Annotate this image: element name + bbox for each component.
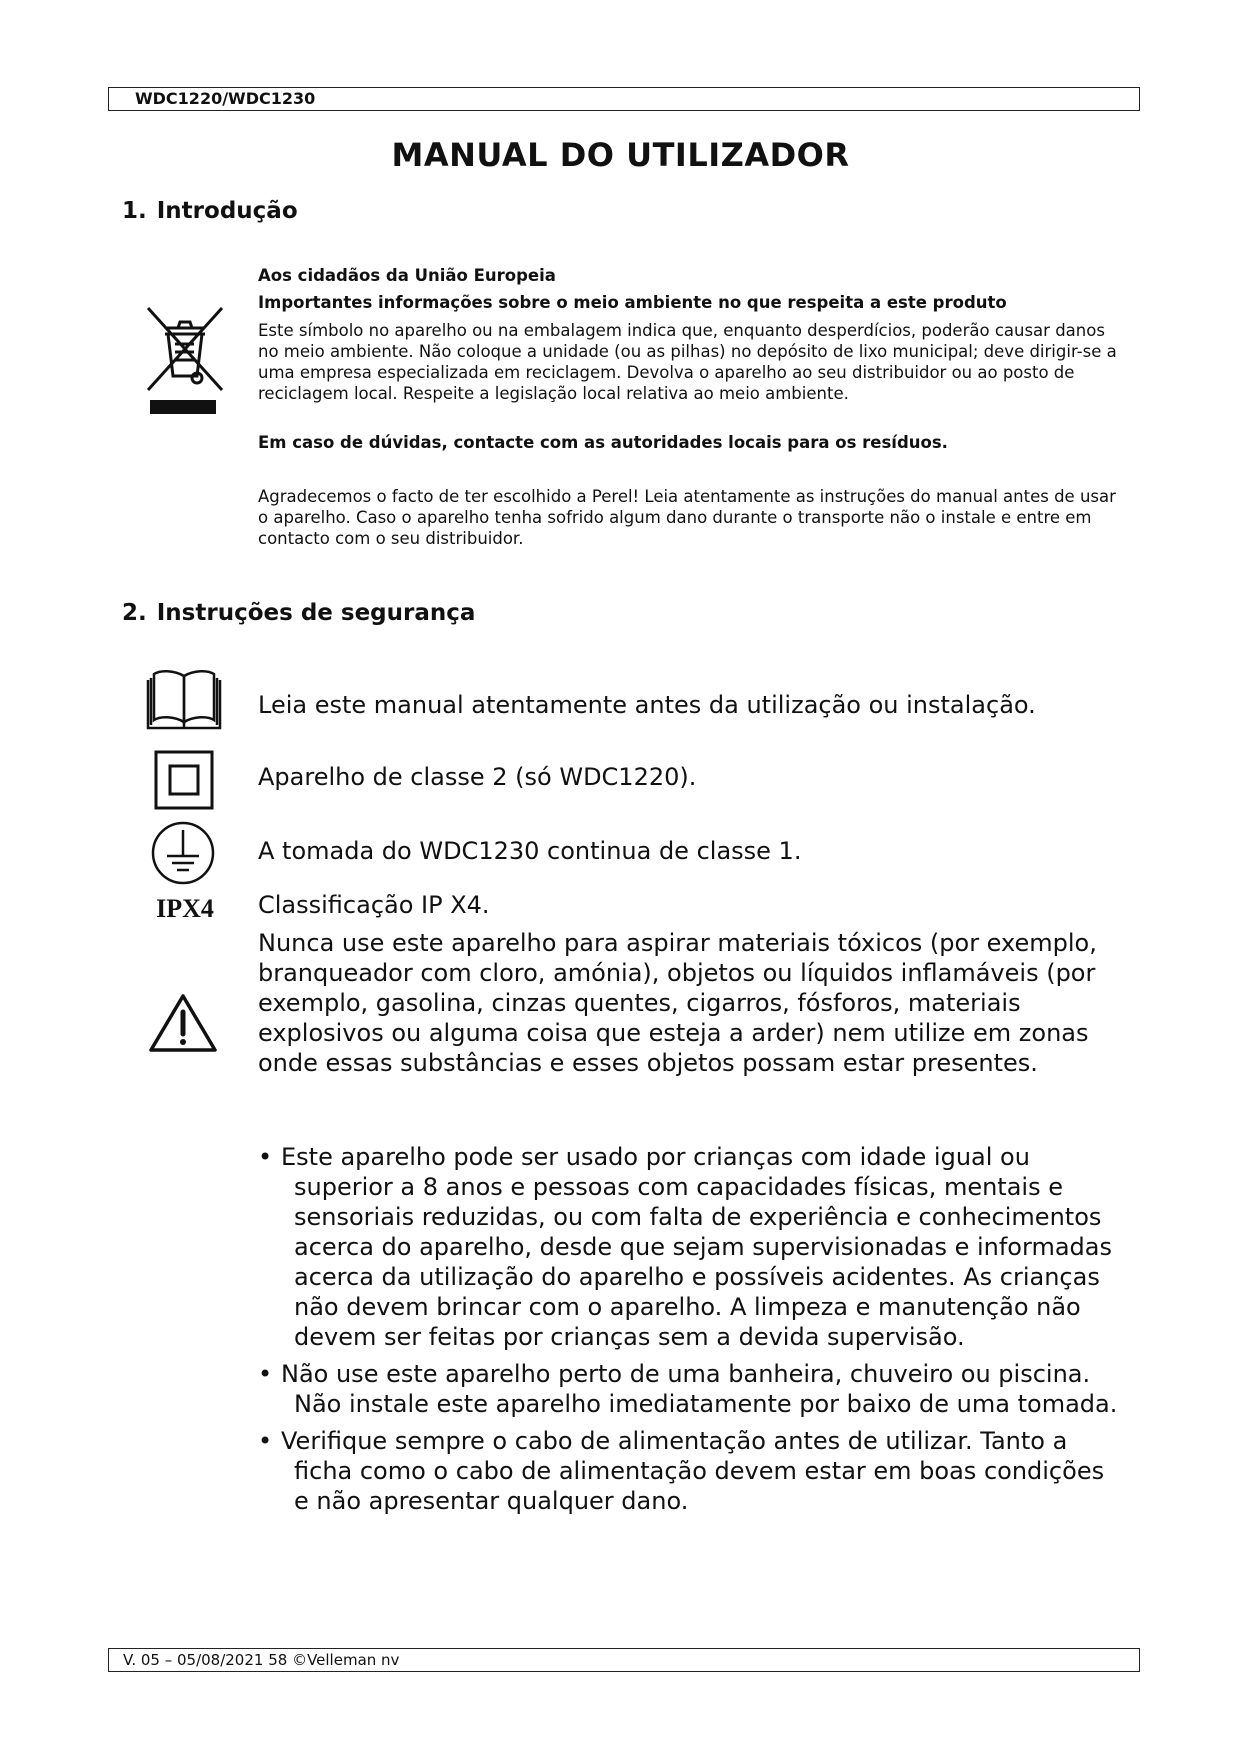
class2-double-square-icon [154,750,214,814]
thanks-text: Agradecemos o facto de ter escolhido a Perel! Leia atentamente as instruções do manual antes de usar o aparelho. Caso o aparelho tenha sofrido algum dano durante o transporte não o instale e entre em contacto com o seu distribuidor. [258,487,1116,548]
weee-crossed-bin-icon [140,300,230,424]
page-title: MANUAL DO UTILIZADOR [391,136,850,174]
section-2-title: Instruções de segurança [156,600,476,626]
footer: V. 05 – 05/08/2021 58 ©Velleman nv [108,1648,1140,1672]
section-2-heading [122,600,475,626]
list-item: • Verifique sempre o cabo de alimentação antes de utilizar. Tanto a ficha como o cabo de alimentação devem estar em boas condições e não apresentar qualquer dano. [258,1427,1105,1515]
safety-item-3: A tomada do WDC1230 continua de classe 1. [258,837,802,865]
warning-triangle-icon [148,992,218,1058]
section-1-title: Introdução [156,198,298,224]
list-item: • Este aparelho pode ser usado por crianças com idade igual ou superior a 8 anos e pessoas com capacidades físicas, mentais e sensoriais reduzidas, ou com falta de experiência e conhecimentos acerca do aparelho, desde que sejam supervisionadas e informadas acerca da utilização do aparelho e possíveis acidentes. As crianças não devem brincar com o aparelho. A limpeza e manutenção não devem ser feitas por crianças sem a devida supervisão. [258,1143,1112,1351]
header-model: WDC1220/WDC1230 [108,87,1140,111]
list-item-text: Verifique sempre o cabo de alimentação antes de utilizar. Tanto a ficha como o cabo de alimentação devem estar em boas condições e não apresentar qualquer dano. [281,1427,1105,1515]
section-2-number: 2. [122,600,147,626]
earth-ground-icon [150,820,216,890]
safety-item-2: Aparelho de classe 2 (só WDC1220). [258,763,697,791]
ipx4-label: IPX4 [156,894,214,923]
safety-item-5: Nunca use este aparelho para aspirar materiais tóxicos (por exemplo, branqueador com cloro, amónia), objetos ou líquidos inflamáveis (por exemplo, gasolina, cinzas quentes, cigarros, fósforos, materiais explosivos ou alguma coisa que esteja a arder) nem utilize em zonas onde essas substâncias e esses objetos possam estar presentes. [258,929,1097,1077]
environment-text: Este símbolo no aparelho ou na embalagem indica que, enquanto desperdícios, poderão causar danos no meio ambiente. Não coloque a unidade (ou as pilhas) no depósito de lixo municipal; deve dirigir-se a uma empresa especializada em reciclagem. Devolva o aparelho ao seu distribuidor ou ao posto de reciclagem local. Respeite a legislação local relativa ao meio ambiente. [258,321,1117,403]
environment-heading: Importantes informações sobre o meio ambiente no que respeita a este produto [258,293,1007,312]
safety-bullet-list [258,1142,1118,1523]
safety-item-4: Classificação IP X4. [258,891,490,919]
manual-book-icon [144,668,224,736]
section-1-number: 1. [122,198,147,224]
eu-citizens-heading: Aos cidadãos da União Europeia [258,266,556,285]
doubt-text: Em caso de dúvidas, contacte com as autoridades locais para os resíduos. [258,433,948,452]
list-item-text: Este aparelho pode ser usado por crianças com idade igual ou superior a 8 anos e pessoas com capacidades físicas, mentais e sensoriais reduzidas, ou com falta de experiência e conhecimentos acerca do aparelho, desde que sejam supervisionadas e informadas acerca da utilização do aparelho e possíveis acidentes. As crianças não devem brincar com o aparelho. A limpeza e manutenção não devem ser feitas por crianças sem a devida supervisão. [281,1143,1112,1351]
list-item: • Não use este aparelho perto de uma banheira, chuveiro ou piscina. Não instale este aparelho imediatamente por baixo de uma tomada. [258,1360,1118,1418]
section-1-heading [122,198,298,224]
safety-item-1: Leia este manual atentamente antes da utilização ou instalação. [258,691,1036,719]
list-item-text: Não use este aparelho perto de uma banheira, chuveiro ou piscina. Não instale este aparelho imediatamente por baixo de uma tomada. [281,1360,1118,1418]
